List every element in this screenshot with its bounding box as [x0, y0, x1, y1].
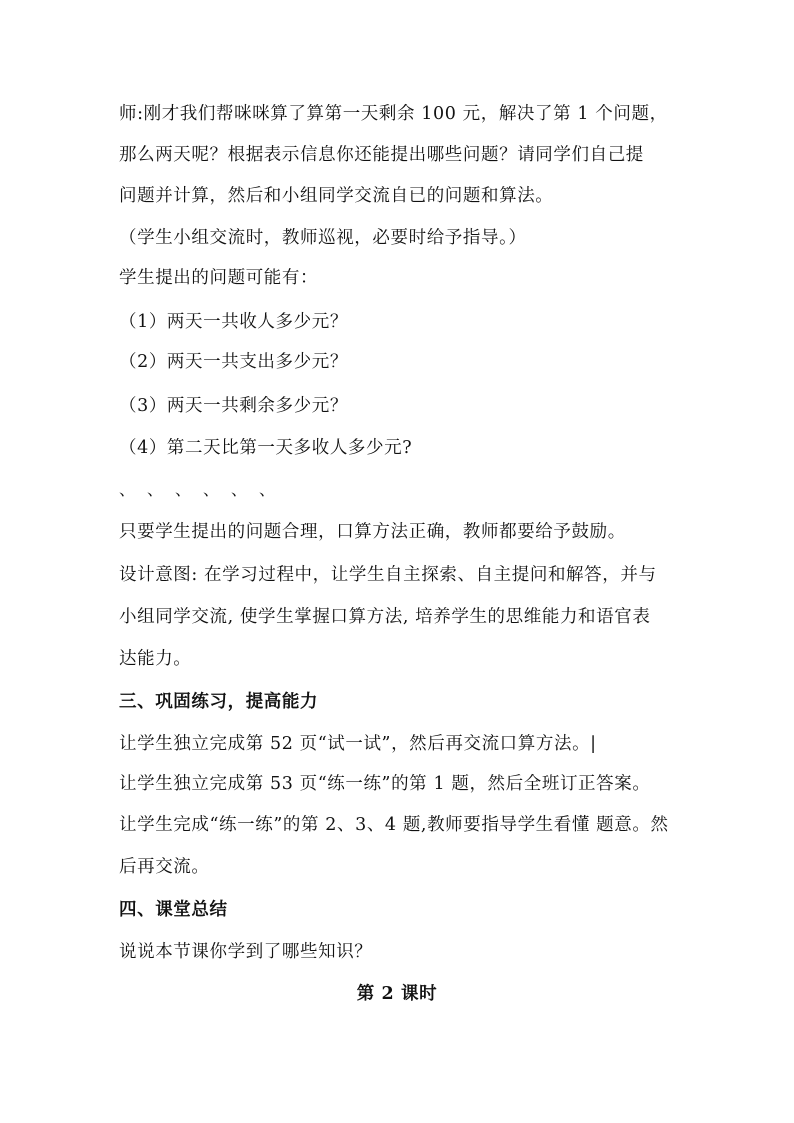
- ellipsis-dot: 、: [175, 480, 192, 499]
- paragraph-line: 学生提出的问题可能有：: [119, 268, 319, 288]
- paragraph-line: 让学生独立完成第 52 页“试一试”，然后再交流口算方法。|: [119, 734, 597, 754]
- lesson-title: 第 2 课时: [356, 984, 438, 1004]
- design-intent-line: 小组同学交流, 使学生掌握口算方法, 培养学生的思维能力和语官表: [119, 607, 651, 627]
- ellipsis-dot: 、: [231, 480, 248, 499]
- paragraph-line: 让学生完成“练一练”的第 2、3、4 题,教师要指导学生看懂 题意。然: [119, 815, 669, 835]
- ellipsis-dot: 、: [119, 480, 136, 499]
- design-intent-line: 达能力。: [119, 649, 192, 669]
- question-item-2: （2）两天一共支出多少元？: [119, 352, 348, 372]
- paragraph-line: 说说本节课你学到了哪些知识？: [119, 942, 373, 962]
- paragraph-line: 那么两天呢？根据表示信息你还能提出哪些问题？请同学们自己提: [119, 145, 644, 165]
- paragraph-line: 师:刚才我们帮咪咪算了算第一天剩余 100 元，解决了第 1 个问题，: [119, 104, 668, 124]
- question-item-1: （1）两天一共收人多少元？: [119, 312, 348, 332]
- ellipsis-dot: 、: [147, 480, 164, 499]
- question-item-3: （3）两天一共剩余多少元？: [119, 396, 348, 416]
- ellipsis-dots: [119, 478, 689, 502]
- paragraph-line: 后再交流。: [119, 857, 210, 877]
- paragraph-line: 问题并计算，然后和小组同学交流自已的问题和算法。: [119, 186, 554, 206]
- paragraph-line: 让学生独立完成第 53 页“练一练”的第 1 题，然后全班订正答案。: [119, 774, 651, 794]
- ellipsis-dot: 、: [203, 480, 220, 499]
- question-item-4: （4）第二天比第一天多收人多少元?: [119, 438, 413, 458]
- section-heading-3: 三、巩固练习，提高能力: [119, 692, 319, 712]
- design-intent-line: 设计意图: 在学习过程中，让学生自主探索、自主提问和解答，并与: [119, 565, 657, 585]
- teacher-note-line: （学生小组交流时，教师巡视，必要时给予指导。）: [119, 228, 527, 248]
- paragraph-line: 只要学生提出的问题合理，口算方法正确，教师都要给予鼓励。: [119, 522, 626, 542]
- section-heading-4: 四、课堂总结: [119, 900, 228, 920]
- ellipsis-dot: 、: [259, 480, 276, 499]
